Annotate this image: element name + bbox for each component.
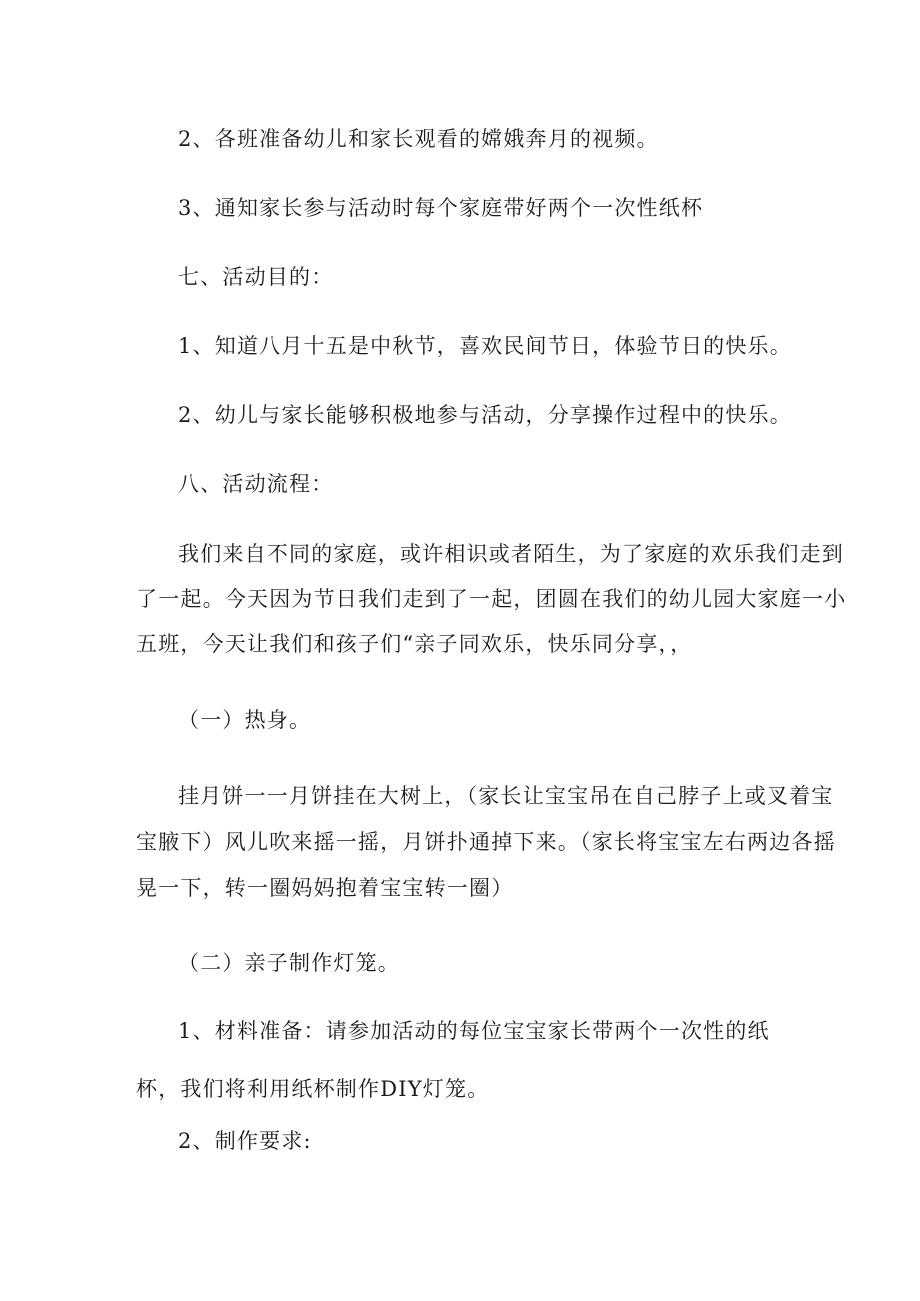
prep-item-3: 3、通知家长参与活动时每个家庭带好两个一次性纸杯 [178,196,704,220]
prep-item-2: 2、各班准备幼儿和家长观看的嫦娥奔月的视频。 [178,127,659,151]
materials-line-1: 1、材料准备：请参加活动的每位宝宝家长带两个一次性的纸 [178,1019,770,1043]
section-heading-process: 八、活动流程： [178,472,334,496]
section-heading-goals: 七、活动目的： [178,265,334,289]
subsection-warmup: （一）热身。 [178,708,312,732]
subsection-lantern: （二）亲子制作灯笼。 [178,951,400,975]
requirements-heading: 2、制作要求: [178,1129,312,1153]
warmup-paragraph-line-3: 晃一下，转一圈妈妈抱着宝宝转一圈） [136,876,514,900]
intro-paragraph-line-2: 了一起。今天因为节日我们走到了一起，团圆在我们的幼儿园大家庭一小 [136,587,847,611]
warmup-paragraph-line-2: 宝腋下）风儿吹来摇一摇，月饼扑通掉下来。（家长将宝宝左右两边各摇 [136,830,836,854]
materials-line-2: 杯，我们将利用纸杯制作DIY灯笼。 [136,1077,490,1101]
intro-paragraph-line-3: 五班，今天让我们和孩子们“亲子同欢乐，快乐同分享，， [136,632,693,656]
warmup-paragraph-line-1: 挂月饼一一月饼挂在大树上，（家长让宝宝吊在自己脖子上或叉着宝 [178,784,834,808]
intro-paragraph-line-1: 我们来自不同的家庭，或许相识或者陌生，为了家庭的欢乐我们走到 [178,542,844,566]
goal-item-2: 2、幼儿与家长能够积极地参与活动，分享操作过程中的快乐。 [178,403,792,427]
goal-item-1: 1、知道八月十五是中秋节，喜欢民间节日，体验节日的快乐。 [178,334,792,358]
